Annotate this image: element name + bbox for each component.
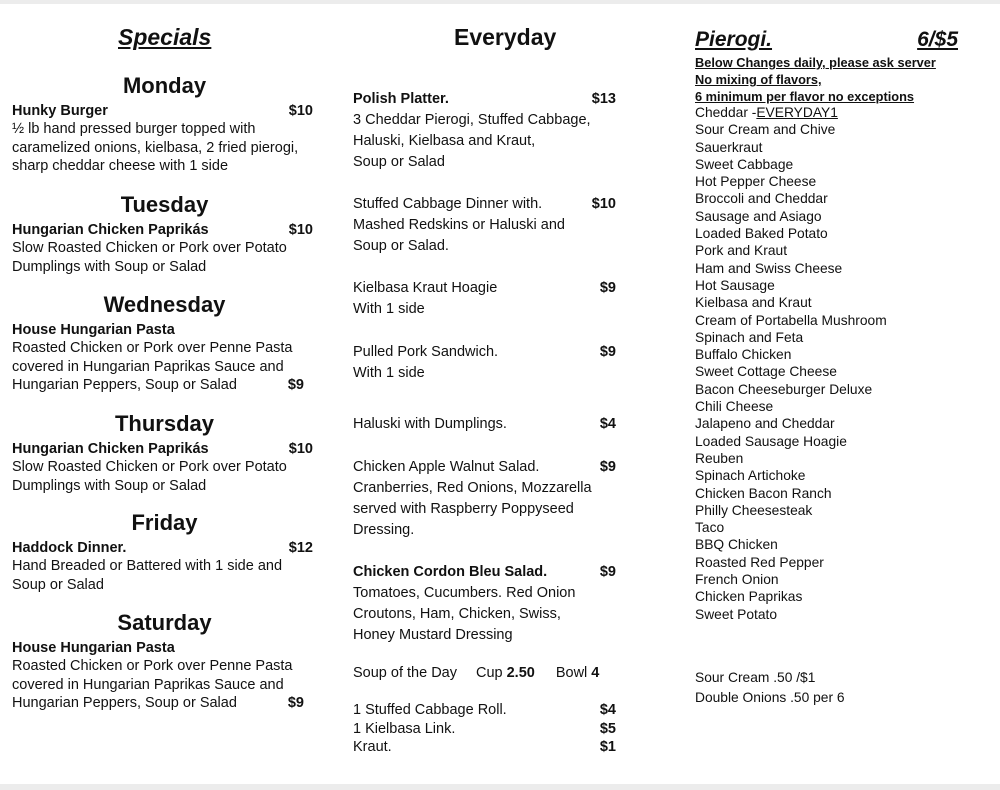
pierogi-title: Pierogi.: [695, 28, 773, 51]
flavor-item: Spinach Artichoke: [695, 468, 806, 484]
everyday-desc-line: Dressing.: [353, 522, 415, 538]
everyday-desc-line: With 1 side: [353, 365, 425, 381]
soup-cup-price: 2.50: [506, 665, 535, 681]
everyday-item: [353, 342, 616, 384]
pierogi-extra: Double Onions .50 per 6: [695, 690, 845, 705]
special-thursday: [12, 410, 317, 495]
side-item-name: 1 Kielbasa Link.: [353, 720, 456, 737]
everyday-item-row: [353, 414, 616, 435]
everyday-desc-line: Croutons, Ham, Chicken, Swiss,: [353, 606, 561, 622]
special-desc-line: Dumplings with Soup or Salad: [12, 258, 207, 275]
special-item-price: $10: [288, 222, 313, 238]
special-item-row: [12, 539, 317, 557]
flavor-item: Roasted Red Pepper: [695, 554, 824, 570]
everyday-item: [353, 89, 616, 173]
everyday-item-price: $9: [599, 564, 616, 580]
side-item-price: $1: [599, 739, 616, 755]
special-item-price: $10: [288, 103, 313, 119]
flavor-item: Loaded Sausage Hoagie: [695, 433, 847, 449]
everyday-item-name: Stuffed Cabbage Dinner with.: [353, 196, 543, 212]
pierogi-notices: [695, 54, 985, 106]
pierogi-notice: 6 minimum per flavor no exceptions: [695, 89, 915, 105]
special-wednesday: [12, 291, 317, 395]
special-item-name: Haddock Dinner.: [12, 540, 127, 556]
special-item-name: House Hungarian Pasta: [12, 322, 175, 338]
everyday-item-row: [353, 562, 616, 583]
flavor-item: Chili Cheese: [695, 399, 774, 415]
everyday-item: [353, 278, 616, 320]
soup-of-the-day: [353, 663, 616, 684]
special-desc-line: covered in Hungarian Paprikas Sauce and: [12, 676, 284, 693]
everyday-item-name: Pulled Pork Sandwich.: [353, 344, 499, 360]
special-friday: [12, 509, 317, 594]
flavor-item: Hot Sausage: [695, 277, 775, 293]
pierogi-extras: [695, 668, 845, 708]
side-item: [353, 738, 616, 757]
everyday-item-name: Chicken Cordon Bleu Salad.: [353, 564, 548, 580]
everyday-item-name: Haluski with Dumplings.: [353, 416, 507, 432]
flavor-item: Taco: [695, 520, 725, 536]
side-item-name: 1 Stuffed Cabbage Roll.: [353, 702, 507, 718]
everyday-item: [353, 194, 616, 257]
everyday-desc-line: Haluski, Kielbasa and Kraut,: [353, 133, 536, 149]
flavor-item: Chicken Bacon Ranch: [695, 485, 832, 501]
everyday-item-name: Polish Platter.: [353, 91, 449, 107]
special-tuesday: [12, 191, 317, 276]
flavor-item: Sweet Potato: [695, 606, 778, 622]
everyday-item-name: Chicken Apple Walnut Salad.: [353, 459, 540, 475]
special-desc-line: ½ lb hand pressed burger topped with: [12, 121, 256, 137]
everyday-desc-line: Soup or Salad.: [353, 238, 449, 254]
flavor-item: Reuben: [695, 450, 744, 466]
everyday-desc-line: served with Raspberry Poppyseed: [353, 501, 574, 517]
everyday-item-row: [353, 89, 616, 110]
everyday-desc-line: Tomatoes, Cucumbers. Red Onion: [353, 585, 576, 601]
special-desc-line: Slow Roasted Chicken or Pork over Potato: [12, 240, 287, 256]
specials-title: Specials: [118, 24, 212, 50]
special-desc-text: Hungarian Peppers, Soup or Salad: [12, 695, 237, 711]
day-name: Saturday: [117, 610, 212, 635]
special-item-name: Hungarian Chicken Paprikás: [12, 441, 209, 457]
pierogi-price: 6/$5: [917, 28, 958, 51]
side-item-price: $5: [599, 720, 616, 737]
everyday-desc-line: With 1 side: [353, 301, 425, 317]
flavor-item: Buffalo Chicken: [695, 347, 792, 363]
everyday-item-price: $9: [599, 280, 616, 296]
soup-cup-label: Cup: [476, 665, 503, 681]
flavor-item: Sausage and Asiago: [695, 208, 822, 224]
pierogi-extra: Sour Cream .50 /$1: [695, 670, 816, 685]
flavor-item: Chicken Paprikas: [695, 589, 803, 605]
side-item: [353, 701, 616, 720]
everyday-item-price: $10: [591, 196, 616, 212]
special-desc-text: Hungarian Peppers, Soup or Salad: [12, 377, 237, 393]
special-desc-line: Hand Breaded or Battered with 1 side and: [12, 558, 283, 574]
everyday-title: Everyday: [454, 24, 557, 50]
everyday-desc-line: Soup or Salad: [353, 154, 445, 170]
special-desc-line: Roasted Chicken or Pork over Penne Pasta: [12, 340, 293, 356]
everyday-item-row: [353, 457, 616, 478]
flavor-item: Cream of Portabella Mushroom: [695, 312, 887, 328]
special-desc-line: covered in Hungarian Paprikas Sauce and: [12, 358, 284, 375]
everyday-desc-line: Mashed Redskins or Haluski and: [353, 217, 565, 233]
special-monday: [12, 72, 317, 176]
everyday-item: [353, 414, 616, 435]
flavor-item: Bacon Cheeseburger Deluxe: [695, 381, 873, 397]
flavor-item: Hot Pepper Cheese: [695, 174, 817, 190]
flavor-item: Jalapeno and Cheddar: [695, 416, 835, 432]
flavor-item: Sweet Cabbage: [695, 156, 794, 172]
flavor-item: Cheddar -EVERYDAY1: [695, 105, 838, 120]
everyday-item: [353, 457, 616, 541]
everyday-item-price: $9: [599, 459, 616, 475]
special-item-name: Hunky Burger: [12, 103, 108, 119]
special-desc-line: [12, 694, 304, 713]
everyday-item-row: [353, 278, 616, 299]
special-desc-line: sharp cheddar cheese with 1 side: [12, 158, 229, 174]
special-item-row: [12, 321, 317, 339]
special-desc-line: caramelized onions, kielbasa, 2 fried pierogi,: [12, 139, 299, 156]
pierogi-header: [695, 26, 958, 54]
special-desc-line: Slow Roasted Chicken or Pork over Potato: [12, 459, 287, 475]
flavor-item: BBQ Chicken: [695, 537, 778, 553]
special-desc-line: [12, 376, 304, 395]
side-item-price: $4: [599, 702, 616, 718]
everyday-desc-line: Honey Mustard Dressing: [353, 627, 513, 643]
everyday-item-row: [353, 342, 616, 363]
special-item-row: [12, 102, 317, 120]
menu-page: [0, 4, 1000, 784]
flavor-item: Sour Cream and Chive: [695, 122, 836, 138]
special-desc-line: Dumplings with Soup or Salad: [12, 477, 207, 494]
special-item-row: [12, 639, 317, 657]
day-name: Wednesday: [103, 292, 226, 317]
flavor-item: Spinach and Feta: [695, 329, 804, 345]
everyday-item-row: [353, 194, 616, 215]
flavor-item: French Onion: [695, 572, 779, 588]
flavor-item: Broccoli and Cheddar: [695, 191, 828, 207]
day-name: Friday: [131, 510, 198, 535]
soup-label: Soup of the Day: [353, 665, 457, 681]
flavor-item: Ham and Swiss Cheese: [695, 260, 843, 276]
flavor-item: Kielbasa and Kraut: [695, 295, 812, 311]
pierogi-notice: No mixing of flavors,: [695, 72, 822, 88]
everyday-desc-line: Cranberries, Red Onions, Mozzarella: [353, 480, 592, 496]
flavor-item: Philly Cheesesteak: [695, 502, 813, 518]
special-item-price: $10: [288, 441, 313, 457]
pierogi-flavor-list: [695, 104, 887, 623]
sides-list: [353, 701, 616, 757]
special-item-name: House Hungarian Pasta: [12, 640, 175, 656]
special-desc-line: Soup or Salad: [12, 576, 104, 593]
special-item-row: [12, 440, 317, 458]
everyday-item-price: $13: [591, 91, 616, 107]
day-name: Tuesday: [120, 192, 209, 217]
pierogi-notice: Below Changes daily, please ask server: [695, 55, 936, 70]
special-item-price: $9: [287, 695, 304, 711]
flavor-item: Sauerkraut: [695, 139, 763, 155]
everyday-desc-line: 3 Cheddar Pierogi, Stuffed Cabbage,: [353, 112, 591, 128]
soup-bowl-label: Bowl: [555, 665, 588, 681]
special-item-name: Hungarian Chicken Paprikás: [12, 222, 209, 238]
everyday-item-price: $4: [599, 416, 616, 432]
special-saturday: [12, 609, 317, 713]
flavor-item: Sweet Cottage Cheese: [695, 364, 837, 380]
side-item-name: Kraut.: [353, 739, 392, 755]
everyday-item-name: Kielbasa Kraut Hoagie: [353, 280, 498, 296]
everyday-item-price: $9: [599, 344, 616, 360]
side-item: [353, 720, 616, 739]
special-item-price: $9: [287, 377, 304, 393]
day-name: Thursday: [114, 411, 215, 436]
soup-bowl-price: 4: [591, 665, 600, 681]
everyday-item: [353, 562, 616, 646]
special-item-row: [12, 221, 317, 239]
flavor-item: Pork and Kraut: [695, 243, 788, 259]
special-desc-line: Roasted Chicken or Pork over Penne Pasta: [12, 658, 293, 674]
flavor-item: Loaded Baked Potato: [695, 226, 828, 242]
day-name: Monday: [122, 73, 207, 98]
special-item-price: $12: [288, 540, 313, 556]
